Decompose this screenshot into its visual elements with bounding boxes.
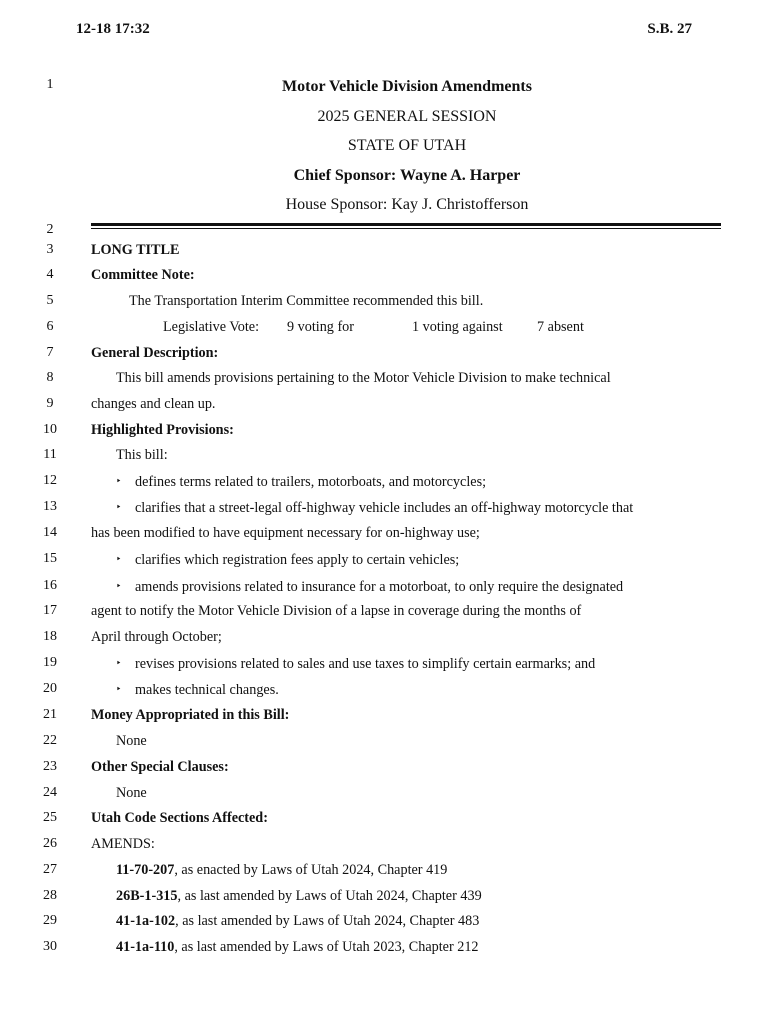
chief-sponsor: Chief Sponsor: Wayne A. Harper bbox=[293, 166, 521, 184]
line-number: 25 bbox=[43, 810, 57, 825]
line-number: 2 bbox=[46, 222, 54, 237]
line-number: 20 bbox=[43, 681, 57, 696]
title-block bbox=[92, 76, 722, 224]
code-section-number: 26B-1-315 bbox=[116, 888, 178, 904]
line-number: 7 bbox=[46, 345, 54, 360]
bullet-icon: ‣ bbox=[116, 581, 122, 591]
line-number: 14 bbox=[43, 525, 57, 540]
description-text: changes and clean up. bbox=[91, 396, 216, 412]
special-clauses-value: None bbox=[116, 785, 147, 801]
line-number: 22 bbox=[43, 733, 57, 748]
title-divider-thick bbox=[91, 223, 721, 226]
bullet-icon: ‣ bbox=[116, 684, 122, 694]
description-text: This bill amends provisions pertaining to the Motor Vehicle Division to make technical bbox=[116, 370, 611, 386]
line-number: 26 bbox=[43, 836, 57, 851]
provision-item: ‣ amends provisions related to insurance for a motorboat, to only require the designated bbox=[116, 579, 624, 595]
line-number: 28 bbox=[43, 888, 57, 903]
committee-note-text: The Transportation Interim Committee recommended this bill. bbox=[129, 293, 484, 309]
vote-label: Legislative Vote: bbox=[163, 319, 260, 335]
line-number: 13 bbox=[43, 499, 57, 514]
line-number: 3 bbox=[46, 242, 54, 257]
provision-item: ‣ makes technical changes. bbox=[116, 682, 279, 698]
bullet-icon: ‣ bbox=[116, 658, 122, 668]
code-section-item: 41-1a-102, as last amended by Laws of Utah 2024, Chapter 483 bbox=[116, 913, 480, 929]
bullet-icon: ‣ bbox=[116, 554, 122, 564]
provisions-intro: This bill: bbox=[116, 447, 168, 463]
code-section-item: 11-70-207, as enacted by Laws of Utah 2024, Chapter 419 bbox=[116, 862, 448, 878]
code-section-number: 11-70-207 bbox=[116, 862, 175, 878]
header-timestamp: 12-18 17:32 bbox=[76, 21, 150, 37]
line-number: 4 bbox=[46, 267, 54, 282]
bill-number: S.B. 27 bbox=[647, 21, 692, 37]
code-section-number: 41-1a-102 bbox=[116, 913, 176, 929]
line-number: 29 bbox=[43, 913, 57, 928]
general-description-heading: General Description: bbox=[91, 345, 219, 361]
line-number: 19 bbox=[43, 655, 57, 670]
provision-continuation: agent to notify the Motor Vehicle Division of a lapse in coverage during the months of bbox=[91, 603, 582, 619]
code-section-number: 41-1a-110 bbox=[116, 939, 175, 955]
votes-absent: 7 absent bbox=[537, 319, 584, 335]
line-number: 11 bbox=[43, 447, 57, 462]
provision-continuation: April through October; bbox=[91, 629, 222, 645]
line-number: 27 bbox=[43, 862, 57, 877]
code-section-item: 41-1a-110, as last amended by Laws of Utah 2023, Chapter 212 bbox=[116, 939, 479, 955]
line-number: 10 bbox=[43, 422, 57, 437]
line-number: 30 bbox=[43, 939, 57, 954]
highlighted-provisions-heading: Highlighted Provisions: bbox=[91, 422, 234, 438]
line-number: 9 bbox=[46, 396, 54, 411]
provision-continuation: has been modified to have equipment necessary for on-highway use; bbox=[91, 525, 480, 541]
code-sections-heading: Utah Code Sections Affected: bbox=[91, 810, 268, 826]
house-sponsor: House Sponsor: Kay J. Christofferson bbox=[285, 196, 529, 213]
provision-item: ‣ clarifies which registration fees apply to certain vehicles; bbox=[116, 552, 460, 568]
bullet-icon: ‣ bbox=[116, 476, 122, 486]
line-number: 1 bbox=[46, 77, 54, 92]
line-number: 23 bbox=[43, 759, 57, 774]
title-divider-thin bbox=[91, 228, 721, 229]
bullet-icon: ‣ bbox=[116, 502, 122, 512]
long-title-heading: LONG TITLE bbox=[91, 242, 180, 258]
votes-against: 1 voting against bbox=[412, 319, 503, 335]
line-number: 17 bbox=[43, 603, 57, 618]
session-name: 2025 GENERAL SESSION bbox=[317, 107, 497, 125]
line-number: 8 bbox=[46, 370, 54, 385]
line-number: 21 bbox=[43, 707, 57, 722]
money-appropriated-value: None bbox=[116, 733, 147, 749]
committee-note-heading: Committee Note: bbox=[91, 267, 195, 283]
line-number: 18 bbox=[43, 629, 57, 644]
amends-label: AMENDS: bbox=[91, 836, 155, 852]
bill-title: Motor Vehicle Division Amendments bbox=[282, 78, 532, 95]
line-number: 24 bbox=[43, 785, 57, 800]
money-appropriated-heading: Money Appropriated in this Bill: bbox=[91, 707, 290, 723]
provision-item: ‣ defines terms related to trailers, motorboats, and motorcycles; bbox=[116, 474, 487, 490]
provision-item: ‣ clarifies that a street-legal off-highway vehicle includes an off-highway motorcycle that bbox=[116, 500, 634, 516]
state-name: STATE OF UTAH bbox=[347, 137, 467, 154]
line-number: 6 bbox=[46, 319, 54, 334]
votes-for: 9 voting for bbox=[287, 319, 354, 335]
line-number: 12 bbox=[43, 473, 57, 488]
provision-item: ‣ revises provisions related to sales and use taxes to simplify certain earmarks; and bbox=[116, 656, 596, 672]
line-number: 16 bbox=[43, 578, 57, 593]
line-number: 15 bbox=[43, 551, 57, 566]
code-section-item: 26B-1-315, as last amended by Laws of Utah 2024, Chapter 439 bbox=[116, 888, 482, 904]
special-clauses-heading: Other Special Clauses: bbox=[91, 759, 229, 775]
line-number: 5 bbox=[46, 293, 54, 308]
